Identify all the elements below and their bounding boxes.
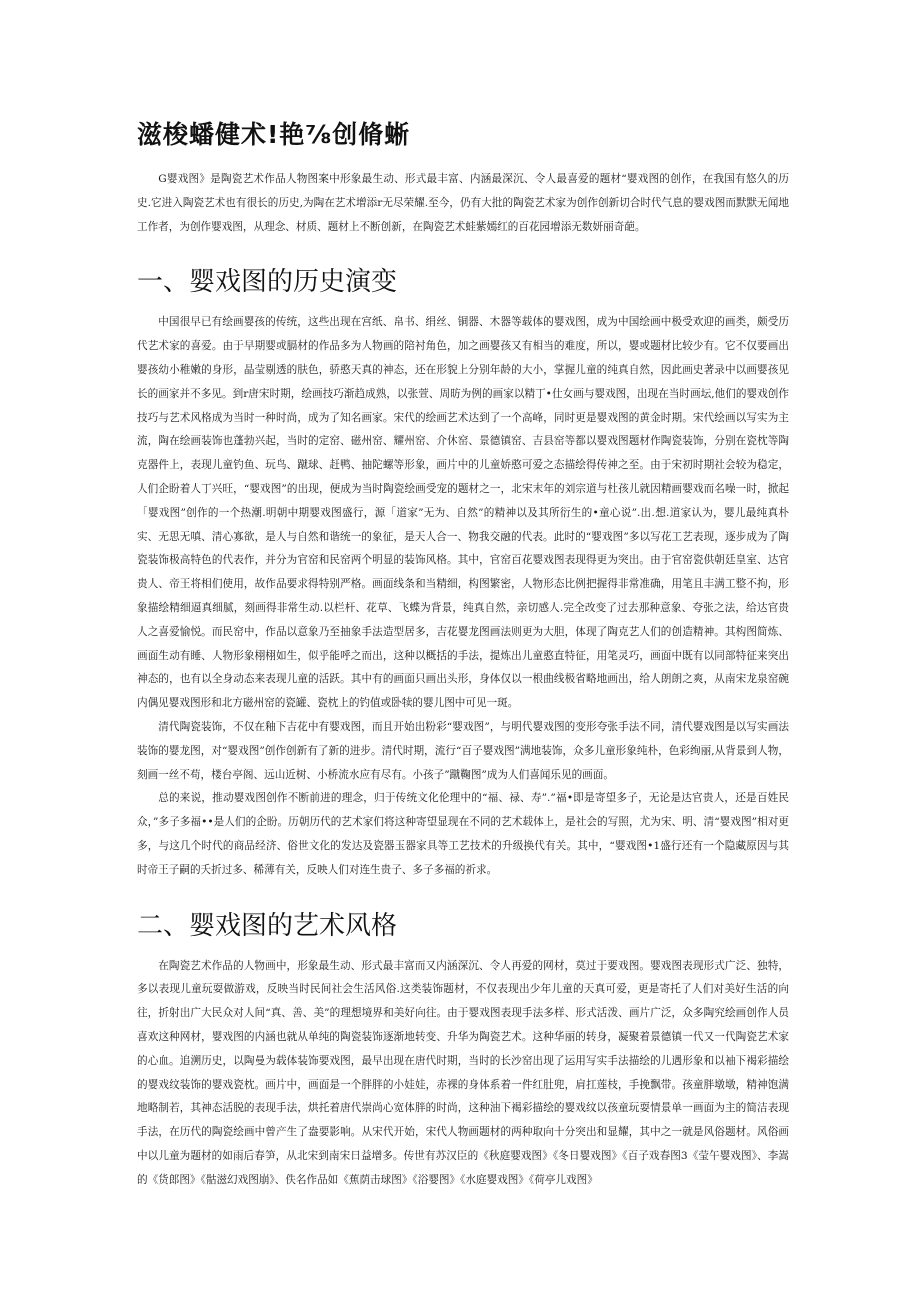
section-heading-style: 二、婴戏图的艺术风格 — [137, 910, 398, 941]
history-paragraph-1: 中国很早已有绘画婴孩的传统，这些出现在宫纸、帛书、绢丝、铜器、木器等载体的婴戏图，成为中国绘画中极受欢迎的画类，颇受历代艺术家的喜爱。由于早期婴或膈材的作品多为人物画的陪衬角色，加之画婴孩又有相当的难度，所以，婴或题材比较少有。它不仅要画出婴孩幼小稚嫩的身形，晶莹剔透的肤色，骄憨天真的神态，还在形貌上分别年龄的大小，掌握儿童的纯真自然，因此画史著录中以画婴孩见长的画家并不多见。到r唐宋时期，绘画技巧渐趋成熟，以张萱、周昉为例的画家以精丁•仕女画与婴戏图，出现在当时画坛,他们的婴戏创作技巧与艺术风格成为当时一种时尚，成为了知名画家。宋代的绘画艺术达到了一个高峰，同时更是婴戏图的黄金时期。宋代绘画以写实为主流，陶在绘画装饰也蓬勃兴起，当时的定窑、磁州窑、耀州窑、介休窑、景德镇窑、吉县窑等都以婴戏图题材作陶瓷装饰，分别在瓷枕等陶克器件上，表现儿童钓鱼、玩鸟、蹴球、赶鸭、抽陀螺等形象，画片中的儿童娇憨可爱之态描绘得传神之至。由于宋初时期社会较为稳定，人们企盼着人丁兴旺，“婴戏图”的出现，便成为当时陶瓷绘画受宠的题材之一，北宋末年的刘宗道与杜孩儿就因精画婴戏而名噪一时，掀起「婴戏图”创作的一个热潮.明朝中期婴戏图盛行，源「道家”无为、自然”的精神以及其所衍生的•童心说”.出.想.道家认为，婴儿最纯真朴实、无思无嗔、清心寡欲，是人与自然和谐统一的象征，是天人合一、物我交融的代表。此时的“婴戏图”多以写花工艺表现，逐步成为了陶瓷装饰极高特色的代表作，并分为官窑和民窑两个明显的装饰风格。其中，官窑百花婴戏图表现得更为突出。由于官窑瓷供朝廷皇室、达官贵人、帝王将相们使用，故作品要求得特别严格。画面线条和当精细，构图繁密，人物形态比例把握得非常准确，用笔且丰满工整不拘，形象描绘精细逼真细腻，刻画得非常生动.以栏杆、花草、飞蝶为背景，纯真自然，亲切感人.完全改变了过去那种意象、夸张之法，给达官贵人之喜爱愉悦。而民窑中，作品以意象乃至抽象手法造型居多，吉花婴龙图画法则更为大胆，体现了陶克艺人们的创造精神。其构图简炼、画面生动有睡、人物形象栩栩如生，似乎能呼之而出，这种以概括的手法，提炼出儿童憨直特征，用笔灵巧，画面中既有以同部特征来突出神态的，也有以全身动态来表现儿童的活跃。其中有的画面只画出头形，身体仅以一根曲线极省略地画出，给人朗朗之爽，从南宋龙泉窑碗内偶见婴戏图形和北方磁州窑的瓷罐、瓷枕上的钓值或卧犊的婴儿图中可见一斑。 — [137, 316, 789, 710]
section-heading-history: 一、婴戏图的历史演变 — [137, 267, 398, 298]
document-page — [137, 118, 789, 1192]
intro-paragraph: G婴戏图》是陶瓷艺术作品人物图案中形象最生动、形式最丰富、内涵最深沉、令人最喜爱的题材“婴戏图的创作，在我国有悠久的历史.它进入陶瓷艺术也有很长的历史,为陶在艺术增添r无尽荣耀.至今，仍有大批的陶瓷艺术家为创作创新切合时代气息的婴戏图而默默无闻地工作者，为创作婴戏图，从理念、材质、题材上不断创新，在陶瓷艺术蛙紫嫣红的百花园增添无数妍丽奇葩。 — [137, 173, 789, 233]
style-paragraph-1: 在陶瓷艺术作品的人物画中，形象最生动、形式最丰富而又内涵深沉、令人再爱的网材，莫过于要戏图。婴戏图表现形式广泛、独特，多以表现儿童玩耍做游戏，反映当时民间社会生活风俗.这类装饰题材，不仅表现出少年儿童的天真可爱，更是寄托了人们对美好生活的向往，折射出广大民众对人间“真、善、美”的理想境界和美好向往。由于婴戏图表现手法多样、形式活泼、画片广泛，众多陶究绘画创作人员喜欢这种网材，婴戏图的内涵也就从单纯的陶瓷装饰逐渐地转变、升华为陶瓷艺术。这种华丽的转身，凝聚着景德镇一代又一代陶瓷艺术家的心血。追溯历史，以陶曼为载体装饰要戏图，最早出现在唐代时期，当时的长沙窑出现了运用写实手法描绘的儿遇形象和以袖下褐彩描绘的婴戏纹装饰的婴戏瓷枕。画片中，画面是一个胖胖的小娃娃，赤裸的身体系着一件红肚兜，肩扛莲枝，手挽飘带。孩童胖墩墩，精神饱满地略制若，其神态活脱的表现手法，烘托着唐代崇尚心宽体胖的时尚，这种油下褐彩描绘的婴戏纹以孩童玩耍情景单一画面为主的简洁表现手法，在历代的陶瓷绘画中曾产生了盎要影响。从宋代开始，宋代人物画题材的两种取向十分突出和显耀，其中之一就是风俗题材。风俗画中以儿童为题材的如雨后春笋，从北宋到南宋日益增多。传世有苏汉臣的《秋庭婴戏图》《冬日婴戏图》《百子戏春图3《莹午婴戏图》、李嵩的《货郎图》《骷滋幻戏图崩》、佚名作品如《蕉荫击球图》《浴婴图》《水庭婴戏图》《荷亭儿戏图》 — [137, 959, 789, 1186]
document-title: 滋梭蟠健术!艳⅞创脩蜥 — [137, 120, 411, 149]
history-paragraph-2: 清代陶瓷装饰，不仅在釉下吉花中有婴戏图，而且开始出粉彩“婴戏图”，与明代婴戏图的变形夸张手法不同，清代婴戏图是以写实画法装饰的婴龙图，对“婴戏图”创作创新有了新的进步。清代时期，流行“百子婴戏图”满地装饰，众多儿童形象纯朴，色彩绚丽,从背景到人物，刻画一丝不苟，楼台亭阁、远山近树、小桥流水应有尽有。小孩子”蹴鞠图”成为人们喜闻乐见的画面。 — [137, 720, 789, 781]
history-paragraph-3: 总的来说，推动婴戏图创作不断前进的理念，归于传统文化伦理中的“福、禄、寿”.”福•即是寄望多子，无论是达官贵人，还是百姓民众，”多子多福••是人们的企盼。历朝历代的艺术家们将这种寄望显现在不同的艺术载体上，是社会的写照，尤为宋、明、清“婴戏图”相对更多，与这几个时代的商品经济、俗世文化的发达及瓷器玉器家具等工艺技术的升级换代有关。其中，“婴戏图•1盛行还有一个隐藏原因与其时帝王子嗣的夭折过多、稀薄有关，反映人们对连生贵子、多子多福的祈求。 — [137, 792, 789, 876]
